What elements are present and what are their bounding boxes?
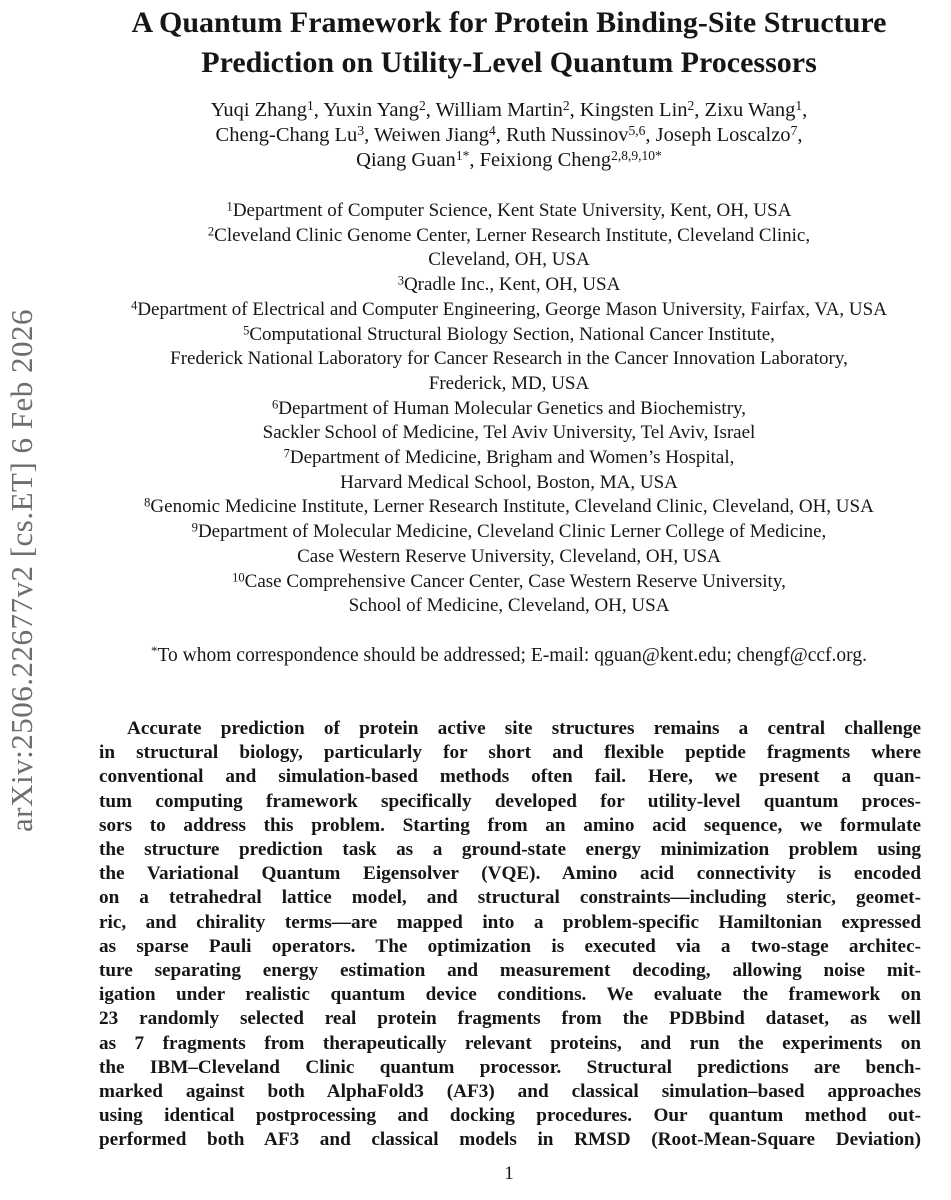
email-chengf[interactable]: chengf@ccf.org — [736, 644, 863, 666]
affiliation-line — [94, 421, 924, 446]
abstract-line: as sparse Pauli operators. The optimization is executed via a two-stage architec- — [99, 935, 921, 957]
superscript: 9 — [191, 520, 198, 535]
author-line — [94, 123, 924, 148]
superscript: 1 — [795, 97, 803, 113]
superscript: 7 — [790, 122, 798, 138]
text-segment: Qradle Inc., Kent, OH, USA — [403, 274, 621, 296]
affiliation-line — [94, 594, 924, 619]
affiliation-line — [94, 545, 924, 570]
text-segment: , William Martin — [425, 99, 563, 121]
affiliation-line — [94, 495, 924, 520]
superscript: 1* — [455, 147, 470, 163]
abstract-line: Accurate prediction of protein active site structures remains a central challenge — [127, 717, 921, 739]
superscript: 3 — [397, 273, 404, 288]
affiliation-line — [94, 298, 924, 323]
affiliation-line — [94, 224, 924, 249]
affiliation-line — [94, 248, 924, 273]
text-segment: , — [802, 99, 808, 121]
abstract-line: marked against both AlphaFold3 (AF3) and classical simulation–based approaches — [99, 1081, 921, 1102]
abstract-line: ric, and chirality terms—are mapped into a problem-specific Hamiltonian expressed — [99, 911, 921, 933]
superscript: 7 — [283, 446, 290, 461]
abstract-line: ture separating energy estimation and measurement decoding, allowing noise mit- — [99, 959, 921, 981]
abstract-line: conventional and simulation-based methods often fail. Here, we present a quan- — [99, 766, 921, 788]
text-segment: Frederick, MD, USA — [428, 372, 590, 394]
page-number: 1 — [504, 1163, 514, 1184]
abstract-line: in structural biology, particularly for short and flexible peptide fragments where — [99, 742, 921, 764]
affiliation-line — [94, 372, 924, 397]
page-title-line-2: Prediction on Utility-Level Quantum Processors — [201, 46, 817, 79]
text-segment: Yuqi Zhang — [210, 99, 308, 121]
abstract-line: the IBM–Cleveland Clinic quantum processor. Structural predictions are bench- — [99, 1056, 921, 1078]
page-title-line-1: A Quantum Framework for Protein Binding-Site Structure — [131, 6, 887, 39]
text-segment: Genomic Medicine Institute, Lerner Research Institute, Cleveland Clinic, Cleveland, OH, USA — [150, 496, 874, 518]
text-segment: , — [797, 124, 803, 146]
superscript: 5 — [243, 322, 250, 337]
text-segment: , Weiwen Jiang — [364, 124, 490, 146]
text-segment: , Ruth Nussinov — [495, 124, 629, 146]
text-segment: Frederick National Laboratory for Cancer Research in the Cancer Innovation Laboratory, — [170, 348, 848, 370]
text-segment: Case Comprehensive Cancer Center, Case Western Reserve University, — [244, 570, 786, 592]
superscript: 4 — [489, 122, 496, 138]
superscript: 3 — [357, 122, 365, 138]
affiliation-list — [94, 199, 924, 619]
text-segment: Department of Molecular Medicine, Cleveland Clinic Lerner College of Medicine, — [197, 521, 827, 543]
text-segment: , Feixiong Cheng — [469, 149, 612, 171]
text-segment: Case Western Reserve University, Cleveland, OH, USA — [297, 545, 721, 567]
affiliation-line — [94, 570, 924, 595]
abstract-line: using identical postprocessing and docking procedures. Our quantum method out- — [99, 1105, 921, 1127]
affiliation-line — [94, 520, 924, 545]
paper-page — [94, 0, 924, 1153]
superscript: 6 — [271, 396, 279, 411]
text-segment: Sackler School of Medicine, Tel Aviv University, Tel Aviv, Israel — [262, 422, 756, 444]
text-segment: Cheng-Chang Lu — [215, 124, 358, 146]
abstract-line: sors to address this problem. Starting from an amino acid sequence, we formulate — [99, 814, 921, 836]
superscript: 1 — [307, 97, 314, 113]
abstract-line: tum computing framework specifically developed for utility-level quantum proces- — [99, 790, 921, 812]
text-segment: Department of Electrical and Computer Engineering, George Mason University, Fairfax, VA, USA — [137, 298, 887, 320]
arxiv-watermark: arXiv:2506.22677v2 [cs.ET] 6 Feb 2026 — [4, 308, 39, 832]
text-segment: , Kingsten Lin — [569, 99, 688, 121]
superscript: 2 — [562, 97, 570, 113]
text-segment: , Zixu Wang — [694, 99, 796, 121]
superscript: 8 — [144, 495, 151, 510]
abstract-line: 23 randomly selected real protein fragments from the PDBbind dataset, as well — [99, 1008, 921, 1030]
abstract-line: igation under realistic quantum device conditions. We evaluate the framework on — [99, 984, 921, 1006]
text-segment: Computational Structural Biology Section, National Cancer Institute, — [249, 323, 775, 345]
affiliation-line — [94, 199, 924, 224]
text-segment: . — [862, 644, 867, 666]
email-qguan[interactable]: qguan@kent.edu — [594, 644, 727, 666]
text-segment: , Joseph Loscalzo — [645, 124, 791, 146]
text-segment: Qiang Guan — [356, 149, 456, 171]
superscript: 4 — [131, 298, 138, 313]
superscript: 2 — [418, 97, 426, 113]
affiliation-line — [94, 471, 924, 496]
author-line — [94, 148, 924, 173]
abstract-line: performed both AF3 and classical models in RMSD (Root-Mean-Square Deviation) — [99, 1129, 921, 1151]
abstract-paragraph — [99, 717, 921, 1153]
superscript: 5,6 — [628, 122, 646, 138]
text-segment: School of Medicine, Cleveland, OH, USA — [348, 595, 670, 617]
text-segment: ; — [726, 644, 737, 666]
correspondence-note — [94, 643, 924, 668]
abstract-line: as 7 fragments from therapeutically relevant proteins, and run the experiments on — [99, 1032, 921, 1054]
abstract-line: the Variational Quantum Eigensolver (VQE). Amino acid connectivity is encoded — [99, 863, 921, 885]
text-segment: Harvard Medical School, Boston, MA, USA — [340, 471, 678, 493]
affiliation-line — [94, 397, 924, 422]
text-segment: Department of Computer Science, Kent State University, Kent, OH, USA — [232, 200, 792, 221]
text-segment: Department of Medicine, Brigham and Women’s Hospital, — [289, 447, 735, 469]
affiliation-line — [94, 323, 924, 348]
text-segment: Department of Human Molecular Genetics and Biochemistry, — [278, 397, 747, 419]
superscript: 2 — [207, 224, 215, 239]
page-title — [94, 3, 924, 83]
text-segment: , Yuxin Yang — [313, 99, 419, 121]
text-segment: Cleveland, OH, USA — [428, 249, 590, 271]
superscript: 2,8,9,10* — [611, 147, 662, 163]
abstract-line: on a tetrahedral lattice model, and structural constraints—including steric, geomet- — [99, 887, 921, 909]
abstract-line: the structure prediction task as a ground-state energy minimization problem using — [99, 838, 921, 860]
affiliation-line — [94, 347, 924, 372]
superscript: 10 — [232, 569, 245, 584]
affiliation-line — [94, 446, 924, 471]
superscript: * — [151, 644, 158, 659]
author-line — [94, 98, 924, 123]
affiliation-line — [94, 273, 924, 298]
text-segment: Cleveland Clinic Genome Center, Lerner Research Institute, Cleveland Clinic, — [214, 224, 811, 246]
superscript: 1 — [226, 199, 233, 214]
text-segment: To whom correspondence should be addressed; E-mail: — [157, 644, 595, 666]
author-list — [94, 98, 924, 173]
superscript: 2 — [687, 97, 695, 113]
